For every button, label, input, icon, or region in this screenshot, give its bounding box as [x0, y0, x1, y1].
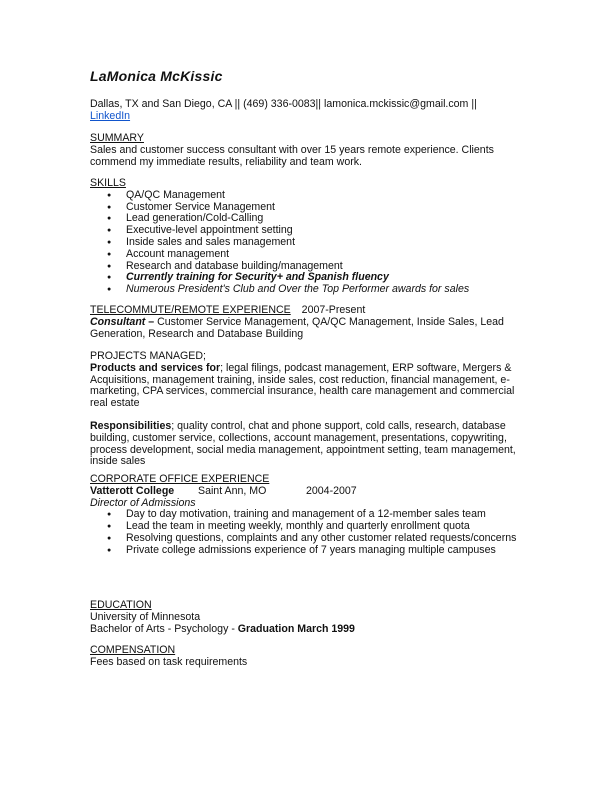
list-item: ● Numerous President's Club and Over the Top Performer awards for sales: [90, 284, 530, 296]
list-item: ● QA/QC Management: [90, 190, 530, 202]
compensation-text: Fees based on task requirements: [90, 655, 248, 668]
list-item: ● Currently training for Security+ and Spanish fluency: [90, 272, 530, 284]
compensation-section: [90, 645, 530, 669]
list-item: ● Day to day motivation, training and management of a 12-member sales team: [90, 509, 530, 521]
linkedin-link[interactable]: LinkedIn: [90, 109, 131, 122]
candidate-name: LaMonica McKissic: [90, 68, 223, 84]
employment-dates: 2004-2007: [306, 484, 357, 497]
corporate-heading: CORPORATE OFFICE EXPERIENCE: [90, 473, 270, 485]
contact-text: Dallas, TX and San Diego, CA || (469) 336-0083|| lamonica.mckissic@gmail.com ||: [90, 98, 477, 110]
list-item: ● Research and database building/management: [90, 261, 530, 273]
education-heading: EDUCATION: [90, 599, 152, 611]
school: University of Minnesota: [90, 610, 201, 623]
summary-section: [90, 133, 530, 168]
job-title: Director of Admissions: [90, 496, 196, 509]
summary-heading: SUMMARY: [90, 132, 144, 144]
education-section: [90, 600, 530, 635]
projects-heading: PROJECTS MANAGED;: [90, 350, 206, 362]
role-dash: –: [145, 315, 158, 328]
products-text: ; legal filings, podcast management, ERP software, Mergers & Acquisitions, management training, inside sales, cost reduction, financial management, e-marketing, CPA services, commercial insurance, health care management and commercial real estate: [90, 361, 515, 410]
skills-list: [90, 190, 530, 296]
telecommute-dates: 2007-Present: [301, 304, 366, 316]
projects-section: [90, 351, 530, 468]
skills-section: [90, 178, 530, 296]
telecommute-text: Customer Service Management, QA/QC Management, Inside Sales, Lead Generation, Research and Database Building: [90, 315, 504, 340]
employer-location: Saint Ann, MO: [198, 484, 267, 497]
corporate-section: [90, 474, 530, 557]
summary-text: Sales and customer success consultant with over 15 years remote experience. Clients commend my immediate results, reliability and team work.: [90, 143, 494, 168]
list-item: ● Executive-level appointment setting: [90, 225, 530, 237]
list-item: ● Inside sales and sales management: [90, 237, 530, 249]
list-item: ● Private college admissions experience of 7 years managing multiple campuses: [90, 545, 530, 557]
skills-heading: SKILLS: [90, 177, 126, 189]
list-item: ● Resolving questions, complaints and any other customer related requests/concerns: [90, 533, 530, 545]
degree: Bachelor of Arts - Psychology -: [90, 622, 238, 635]
responsibilities-text: ; quality control, chat and phone support, cold calls, research, database building, customer service, collections, account management, presentations, copywriting, process development, social media management, appointment setting, team management, inside sales: [90, 419, 516, 468]
list-item: ● Account management: [90, 249, 530, 261]
duties-list: [90, 509, 530, 556]
responsibilities-label: Responsibilities: [90, 419, 172, 432]
telecommute-role: Consultant: [90, 315, 146, 328]
list-item: ● Lead the team in meeting weekly, monthly and quarterly enrollment quota: [90, 521, 530, 533]
contact-line: [90, 99, 530, 123]
compensation-heading: COMPENSATION: [90, 644, 176, 656]
list-item: ● Customer Service Management: [90, 202, 530, 214]
employer: Vatterott College: [90, 484, 175, 497]
graduation: Graduation March 1999: [237, 622, 355, 635]
telecommute-section: [90, 305, 530, 340]
telecommute-heading: TELECOMMUTE/REMOTE EXPERIENCE: [90, 304, 291, 316]
products-label: Products and services for: [90, 361, 221, 374]
list-item: ● Lead generation/Cold-Calling: [90, 213, 530, 225]
